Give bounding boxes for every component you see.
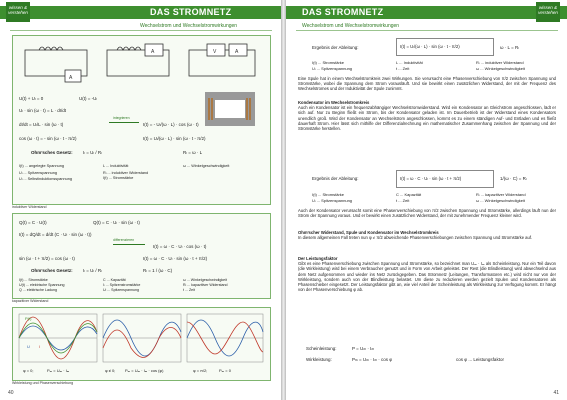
- paragraph-capacitor-effect: Auch der Kondensator verursacht somit eine Phasenverschiebung von π/2 zwischen Spannung und Stromstärke, allerdings läuft nun der Strom der Spannung voraus. Und er bewirkt einen zusätzlichen Widerstand, der mit zunehmender Frequenz kleiner wird.: [298, 208, 556, 219]
- real-power-formula: Pₘ = Uₘ · Iₘ · cos φ: [352, 357, 393, 362]
- r1-legend-5: Rₗ ... induktiver Widerstand: [476, 60, 524, 65]
- ind-formula-5: I(t) = - Uₗ/(ω · L) · cos (ω · t): [143, 122, 199, 127]
- r2-legend-1: I(t) ... Stromstärke: [312, 192, 345, 197]
- section-tag: wissen & verstehen: [6, 2, 30, 22]
- result1-label: Ergebnis der Ableitung:: [312, 45, 359, 50]
- result1-formula: I(t) = Uₗ/(ω · L) · sin (ω · t - π/2): [400, 44, 460, 49]
- ind-legend-4: L ... Induktivität: [103, 164, 129, 168]
- r1-legend-3: L ... Induktivität: [396, 60, 423, 65]
- phase-label-2: Pₘ = Uₘ · Iₘ: [47, 368, 70, 373]
- plot-label-i: I: [39, 344, 41, 349]
- r1-legend-2: Uₗ ... Spitzenspannung: [312, 66, 353, 71]
- paragraph-rlc: [298, 230, 556, 240]
- phase-label-1: φ = 0;: [23, 368, 34, 373]
- text-capacitor: Auch ein Kondensator ist ein frequenzabhängiger Wechselstromwiderstand. Wird ein Kondensator an Gleichstrom angeschlossen, lädt er sich auf. Nur zu Beginn fließt ein Strom, bis der Kondensator geladen ist. Im Dauerbetrieb ist der Widerstand eines Kondensators unendlich groß. Wird der Kondensator an Wechselstrom angeschlossen, kommt es zu einem ständigen Auf- und Entladen und es fließt dauerhaft Strom. Hier lässt sich mithilfe der Differenzialrechnung ein mathematischer Zusammenhang zwischen der Spannung und der Stromstärke herstellen.: [298, 105, 556, 132]
- capacitive-caption: kapazitiver Widerstand: [12, 299, 49, 303]
- integrate-label: integrieren: [113, 116, 130, 120]
- paragraph-power-factor: [298, 256, 556, 292]
- ind-formula-1: U(t) + Uₗ = 0: [19, 96, 44, 101]
- result2-formula-box: [396, 170, 494, 188]
- plot-label-p: P(t): [25, 316, 32, 321]
- phase-label-3: φ ≠ 0;: [105, 368, 116, 373]
- r1-legend-6: ω ... Winkelgeschwindigkeit: [476, 66, 525, 71]
- cap-formula-5: sin (ω · t + π/2) = cos (ω · t): [19, 256, 75, 261]
- cap-formula-3: I(t) = dQ/dt = d/dt (C · Uₗ · sin (ω · t)): [19, 232, 92, 237]
- cap-formula-6: I(t) = ω · C · Uₗ · sin (ω · t + π/2): [143, 256, 208, 261]
- phase-caption: Wirkleistung und Phasenverschiebung: [12, 381, 74, 385]
- right-page: [286, 0, 567, 400]
- ind-legend-2: Uₗ ... Spitzenspannung: [19, 171, 57, 175]
- cap-formula-1: Q(t) = C · U(t): [19, 220, 47, 225]
- r1-legend-1: I(t) ... Stromstärke: [312, 60, 345, 65]
- meter-a-1: A: [69, 75, 73, 81]
- ohm-label: Ohm’sches Gesetz:: [31, 150, 73, 155]
- apparent-power-label: Scheinleistung:: [306, 346, 337, 351]
- ind-formula-2: U(t) = -Uₗ: [79, 96, 98, 101]
- left-page: [0, 0, 281, 400]
- ind-legend-5: Rₗ ... induktiver Widerstand: [103, 171, 149, 175]
- result2-rhs: 1/(ω · C) = Rₗ: [500, 176, 527, 181]
- r1-legend-4: t ... Zeit: [396, 66, 410, 71]
- page-title: DAS STROMNETZ: [302, 7, 384, 17]
- cap-legend-5: Iₗ ... Spitzenstromstärke: [103, 283, 141, 287]
- ind-formula-3: Uₗ · sin (ω · t) = L · dI/dt: [19, 108, 66, 113]
- page-title: DAS STROMNETZ: [150, 7, 232, 17]
- cap-legend-8: Rₗ ... kapazitiver Widerstand: [183, 283, 228, 287]
- r2-legend-6: ω ... Winkelgeschwindigkeit: [476, 198, 525, 203]
- r2-legend-4: t ... Zeit: [396, 198, 410, 203]
- cap-formula-2: Q(t) = C · Uₗ · sin (ω · t): [93, 220, 140, 225]
- meter-a-3: A: [235, 49, 239, 55]
- differentiate-label: differenzieren: [113, 238, 135, 242]
- ind-formula-7: I(t) = Uₗ/(ω · L) · sin (ω · t - π/2): [143, 136, 206, 141]
- ohm-formula: Iₗ = Uₗ / Rₗ: [83, 150, 102, 155]
- divider: [296, 30, 558, 31]
- paragraph-capacitor: [298, 100, 556, 131]
- heading-rlc: Ohm’scher Widerstand, Spule und Kondensator im Wechselstromkreis: [298, 230, 439, 235]
- heading-capacitor: Kondensator im Wechselstromkreis: [298, 100, 370, 105]
- inductive-caption: induktiver Widerstand: [12, 205, 47, 209]
- result2-label: Ergebnis der Ableitung:: [312, 176, 359, 181]
- text-power-factor: Gibt es eine Phasenverschiebung zwischen Spannung und Stromstärke, so bezeichnet man Uₘ · Iₘ als Scheinleistung. Nur ein Teil davon (die Wirkleistung) wird bei einem Verbraucher genutzt und in Form von Arbeit geleistet. Der Rest (die Blindleistung) wird abwechselnd aus dem Netz aufgenommen und wieder ins Netz zurückgegeben. Das Stromnetz (Leitungen, Transformatoren etc.) wird nicht nur von der Wirkleistung, sondern auch von der Blindleistung belastet. Um diese zu reduzieren werden gezielt Spulen und Kondensatoren als Phasenschieber eingesetzt. Der Leistungsfaktor gibt an, wie viel Anteil der Scheinleistung als Wirkleistung zur Verfügung kommt. Er hängt von der Phasenverschiebung φ ab.: [298, 261, 556, 293]
- cap-legend-7: ω ... Winkelgeschwindigkeit: [183, 278, 227, 282]
- phase-plots: [17, 312, 266, 364]
- cap-legend-2: U(t) ... elektrische Spannung: [19, 283, 65, 287]
- phase-label-4: Pₘ = Uₘ · Iₘ · cos (φ): [125, 368, 164, 373]
- rl-formula: Rₗ = ω · L: [183, 150, 203, 155]
- result2-formula: I(t) = ω · C · Uₗ · sin (ω · t + π/2): [400, 176, 462, 181]
- ind-legend-7: ω ... Winkelgeschwindigkeit: [183, 164, 230, 168]
- cap-legend-3: Q ... elektrische Ladung: [19, 288, 57, 292]
- paragraph-coil: Eine Spule hat in einem Wechselstromkreis zwei Wirkungen. Sie verursacht eine Phasenverschiebung von π/2 zwischen Spannung und Stromstärke, wobei die Spannung dem Strom vorausläuft. Und sie bewirkt einen zusätzlichen Widerstand, der mit der Frequenz des Wechselstromes und der Induktivität der Spule zunimmt.: [298, 76, 556, 92]
- meter-v: V: [213, 49, 217, 55]
- iron-core-coil: [203, 90, 259, 130]
- rc-formula: Rₗ = 1 / (ω · C): [143, 268, 173, 273]
- result1-formula-box: [396, 38, 494, 56]
- r2-legend-3: C ... Kapazität: [396, 192, 422, 197]
- heading-power-factor: Der Leistungsfaktor: [298, 256, 338, 261]
- phase-label-6: Pₘ = 0: [219, 368, 231, 373]
- integrate-arrow: [109, 122, 139, 123]
- inductive-box: [12, 35, 271, 205]
- apparent-power-formula: P = Uₘ · Iₘ: [352, 346, 375, 351]
- differentiate-arrow: [113, 244, 145, 245]
- r2-legend-2: Uₗ ... Spitzenspannung: [312, 198, 353, 203]
- meter-a-2: A: [151, 49, 155, 55]
- cap-legend-6: Uₗ ... Spitzenspannung: [103, 288, 139, 292]
- circuit-diagrams: [21, 42, 261, 88]
- text-rlc: In diesem allgemeinen Fall treten nun φ ≠ π/2 abweichende Phasenverschiebungen zwischen Spannung und Stromstärke auf.: [298, 235, 533, 241]
- ind-legend-6: I(t) ... Stromstärke: [103, 176, 134, 180]
- cap-formula-4: I(t) = ω · C · Uₗ · cos (ω · t): [153, 244, 207, 249]
- page-number: 40: [8, 390, 14, 396]
- header-bar: [0, 6, 281, 19]
- power-factor-legend: cos φ ... Leistungsfaktor: [456, 357, 504, 362]
- phase-label-5: φ = π/2;: [193, 368, 208, 373]
- r2-legend-5: Rₗ ... kapazitiver Widerstand: [476, 192, 526, 197]
- cap-ohm-formula: Iₗ = Uₗ / Rₗ: [83, 268, 102, 273]
- plot-label-u: U: [27, 344, 30, 349]
- real-power-label: Wirkleistung:: [306, 357, 332, 362]
- ind-formula-6: cos (ω · t) = - sin (ω · t - π/2): [19, 136, 77, 141]
- cap-ohm-label: Ohm’sches Gesetz:: [31, 268, 73, 273]
- cap-legend-4: C ... Kapazität: [103, 278, 126, 282]
- section-tag: wissen & verstehen: [536, 2, 560, 22]
- cap-legend-1: I(t) ... Stromstärke: [19, 278, 48, 282]
- divider: [10, 30, 272, 31]
- ind-formula-4: dI/dt = Uₗ/L · sin (ω · t): [19, 122, 64, 127]
- page-subtitle: Wechselstrom und Wechselstromwirkungen: [302, 23, 400, 29]
- phase-box: [12, 307, 271, 381]
- ind-legend-3: Uₗ ... Selbstinduktionsspannung: [19, 177, 72, 181]
- page-number: 41: [553, 390, 559, 396]
- capacitive-box: [12, 213, 271, 299]
- result1-rhs: ω · L = Rₗ: [500, 45, 519, 50]
- page-subtitle: Wechselstrom und Wechselstromwirkungen: [140, 23, 238, 29]
- ind-legend-1: I(t) ... angelegte Spannung: [19, 164, 64, 168]
- cap-legend-9: t ... Zeit: [183, 288, 195, 292]
